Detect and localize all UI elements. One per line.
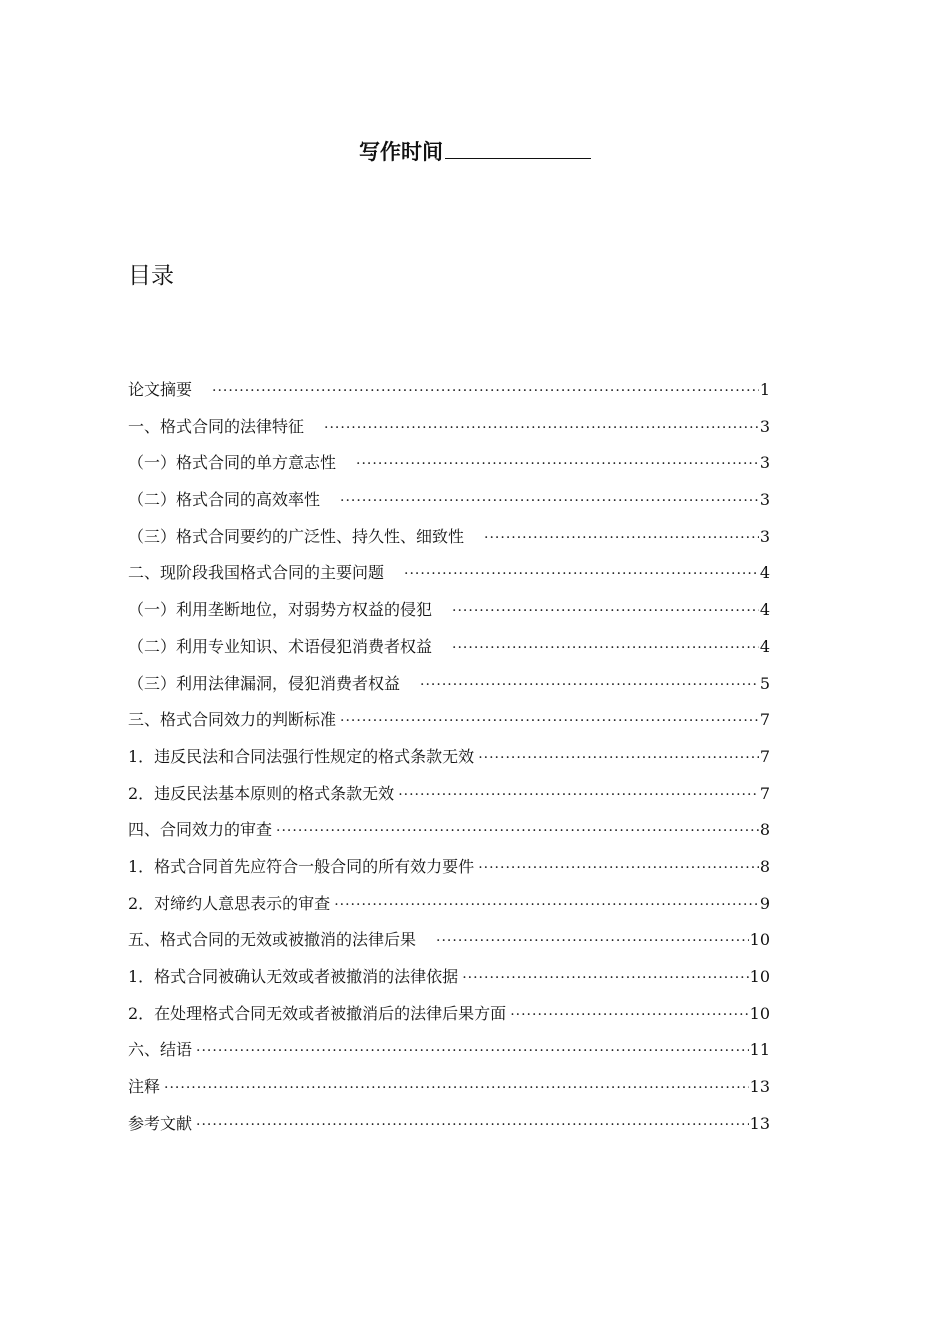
- toc-entry[interactable]: [128, 629, 770, 666]
- toc-leader-dots: [196, 1107, 749, 1143]
- toc-entry-page: 7: [759, 746, 770, 766]
- toc-entry[interactable]: [128, 519, 770, 556]
- toc-leader-dots: [164, 1070, 749, 1106]
- toc-entry[interactable]: [128, 812, 770, 849]
- toc-entry-page: 3: [759, 490, 770, 510]
- toc-entry[interactable]: [128, 372, 770, 409]
- toc-entry-title: 三、格式合同效力的判断标准: [128, 710, 337, 730]
- toc-entry[interactable]: [128, 996, 770, 1033]
- toc-entry[interactable]: [128, 776, 770, 813]
- toc-entry-page: 10: [749, 967, 770, 986]
- toc-entry[interactable]: [128, 739, 770, 776]
- toc-leader-dots: [436, 923, 749, 959]
- toc-entry[interactable]: [128, 666, 770, 703]
- toc-heading: 目录: [128, 263, 174, 289]
- toc-entry[interactable]: [128, 1032, 770, 1069]
- toc-entry-title: 参考文献: [128, 1113, 193, 1133]
- writing-time-label: 写作时间: [359, 140, 443, 164]
- toc-leader-dots: [340, 483, 759, 519]
- toc-entry-page: 10: [749, 1003, 770, 1023]
- toc-entry-title: 注释: [128, 1077, 161, 1097]
- toc-leader-dots: [398, 777, 759, 813]
- toc-entry[interactable]: [128, 849, 770, 886]
- toc-leader-dots: [510, 997, 748, 1033]
- toc-entry-page: 9: [759, 893, 770, 913]
- writing-time-blank: [445, 136, 591, 159]
- toc-leader-dots: [212, 373, 759, 409]
- toc-entry[interactable]: [128, 555, 770, 592]
- toc-entry-title: 1．格式合同被确认无效或者被撤消的法律依据: [128, 967, 459, 986]
- toc-entry-title: 五、格式合同的无效或被撤消的法律后果: [128, 930, 417, 950]
- toc-entry[interactable]: [128, 482, 770, 519]
- toc-entry-title: 六、结语: [128, 1040, 193, 1060]
- toc-entry[interactable]: [128, 409, 770, 446]
- toc-leader-dots: [356, 446, 759, 482]
- toc-entry-title: 一、格式合同的法律特征: [128, 416, 305, 436]
- toc-entry-page: 13: [749, 1113, 770, 1133]
- toc-entry-page: 4: [759, 563, 770, 583]
- toc-entry-title: 论文摘要: [128, 380, 193, 399]
- toc-entry-title: 1．格式合同首先应符合一般合同的所有效力要件: [128, 856, 475, 876]
- toc-leader-dots: [484, 520, 759, 556]
- toc-entry[interactable]: [128, 1106, 770, 1143]
- toc-entry-title: （一）利用垄断地位，对弱势方权益的侵犯: [128, 600, 433, 620]
- toc-entry[interactable]: [128, 959, 770, 996]
- toc-entry-title: （三）利用法律漏洞，侵犯消费者权益: [128, 673, 401, 693]
- toc-entry-title: 二、现阶段我国格式合同的主要问题: [128, 563, 385, 583]
- writing-time-line: [0, 136, 950, 167]
- toc-entry-title: 四、合同效力的审查: [128, 820, 273, 840]
- toc-leader-dots: [404, 556, 759, 592]
- toc-entry-page: 8: [759, 820, 770, 840]
- toc-entry-page: 1: [759, 380, 770, 399]
- toc-entry-page: 3: [759, 526, 770, 546]
- toc-leader-dots: [276, 813, 759, 849]
- toc-entry[interactable]: [128, 702, 770, 739]
- toc-leader-dots: [452, 593, 759, 629]
- toc-leader-dots: [324, 410, 759, 446]
- toc-entry-page: 5: [759, 673, 770, 693]
- toc-entry[interactable]: [128, 445, 770, 482]
- toc-entry-page: 4: [759, 600, 770, 620]
- toc-leader-dots: [340, 703, 759, 739]
- toc-entry-title: （三）格式合同要约的广泛性、持久性、细致性: [128, 526, 465, 546]
- toc-leader-dots: [452, 630, 759, 666]
- toc-entry[interactable]: [128, 886, 770, 923]
- toc-leader-dots: [196, 1033, 749, 1069]
- toc-leader-dots: [420, 667, 759, 703]
- toc-entry-title: 1．违反民法和合同法强行性规定的格式条款无效: [128, 746, 475, 766]
- table-of-contents: [128, 372, 770, 1142]
- toc-entry-page: 4: [759, 636, 770, 656]
- toc-entry[interactable]: [128, 1069, 770, 1106]
- toc-entry-title: （一）格式合同的单方意志性: [128, 453, 337, 473]
- toc-leader-dots: [478, 850, 759, 886]
- toc-entry-page: 3: [759, 416, 770, 436]
- toc-entry-page: 13: [749, 1077, 770, 1097]
- toc-entry-page: 7: [759, 710, 770, 730]
- toc-entry-title: 2．对缔约人意思表示的审查: [128, 893, 331, 913]
- toc-leader-dots: [334, 887, 759, 923]
- toc-entry-title: 2．违反民法基本原则的格式条款无效: [128, 783, 395, 803]
- toc-entry-page: 10: [749, 930, 770, 950]
- toc-entry-title: （二）格式合同的高效率性: [128, 490, 321, 510]
- toc-entry-page: 11: [749, 1040, 770, 1060]
- toc-entry[interactable]: [128, 592, 770, 629]
- toc-entry-page: 3: [759, 453, 770, 473]
- toc-entry-page: 7: [759, 783, 770, 803]
- toc-leader-dots: [478, 740, 759, 776]
- toc-entry[interactable]: [128, 922, 770, 959]
- toc-entry-page: 8: [759, 856, 770, 876]
- toc-entry-title: 2．在处理格式合同无效或者被撤消后的法律后果方面: [128, 1003, 507, 1023]
- toc-leader-dots: [462, 960, 748, 996]
- toc-entry-title: （二）利用专业知识、术语侵犯消费者权益: [128, 636, 433, 656]
